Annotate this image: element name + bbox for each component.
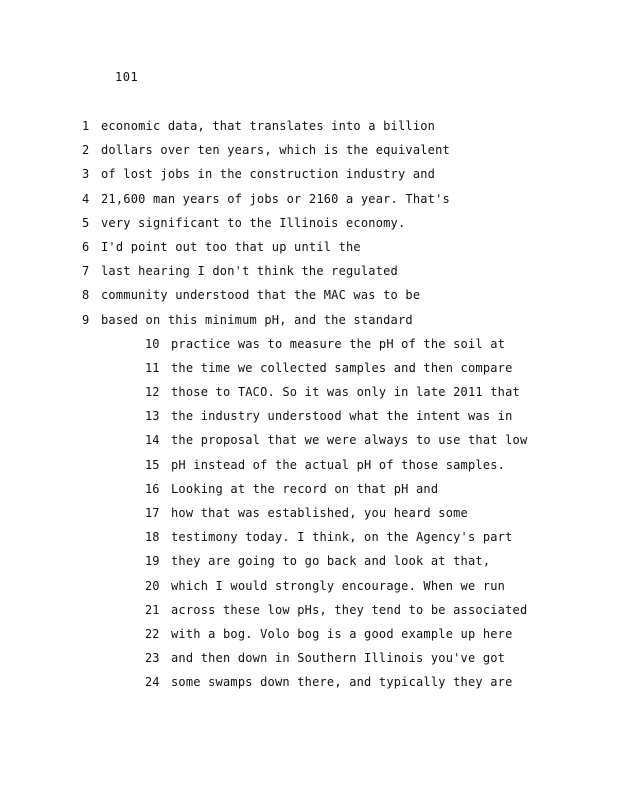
line-number: 5: [82, 215, 90, 230]
line-number: 24: [145, 675, 160, 690]
line-text: dollars over ten years, which is the equivalent: [101, 143, 450, 158]
line-text: of lost jobs in the construction industry and: [101, 167, 436, 182]
line-number: 10: [145, 336, 160, 351]
line-text: how that was established, you heard some: [171, 506, 468, 520]
line-text: they are going to go back and look at that,: [171, 554, 491, 569]
line-text: 21,600 man years of jobs or 2160 a year. That's: [101, 191, 450, 206]
transcript-line: [0, 141, 618, 165]
line-text: those to TACO. So it was only in late 2011 that: [171, 385, 520, 400]
line-number: 19: [145, 554, 160, 569]
line-text: last hearing I don't think the regulated: [101, 264, 398, 279]
line-text: and then down in Southern Illinois you've got: [171, 651, 506, 666]
line-text: community understood that the MAC was to be: [101, 288, 421, 303]
transcript-line: [0, 335, 618, 359]
transcript-line: [0, 649, 618, 673]
line-text: Looking at the record on that pH and: [171, 481, 439, 496]
line-text: testimony today. I think, on the Agency's part: [171, 530, 513, 545]
line-number: 9: [82, 312, 90, 327]
line-text: economic data, that translates into a billion: [101, 119, 436, 133]
transcript-line: [0, 383, 618, 407]
transcript-line: [0, 238, 618, 262]
line-number: 2: [82, 143, 90, 158]
line-number: 18: [145, 530, 160, 545]
transcript-line: [0, 601, 618, 625]
transcript-line: [0, 480, 618, 504]
transcript-line: [0, 528, 618, 552]
line-number: 21: [145, 602, 160, 617]
transcript-line: [0, 673, 618, 697]
page-number: 101: [115, 70, 139, 84]
line-number: 17: [145, 506, 160, 520]
line-text: the time we collected samples and then compare: [171, 360, 513, 375]
transcript-line: [0, 165, 618, 189]
line-text: which I would strongly encourage. When we run: [171, 578, 506, 593]
transcript-line: [0, 625, 618, 649]
line-number: 6: [82, 239, 90, 254]
line-number: 3: [82, 167, 90, 182]
line-text: pH instead of the actual pH of those samples.: [171, 457, 506, 472]
line-number: 12: [145, 385, 160, 400]
transcript-line: [0, 456, 618, 480]
line-number: 7: [82, 264, 90, 279]
transcript-line: [0, 117, 618, 141]
line-text: some swamps down there, and typically they are: [171, 675, 513, 690]
line-number: 1: [82, 119, 90, 133]
line-number: 16: [145, 481, 160, 496]
line-number: 14: [145, 433, 160, 448]
transcript-line: [0, 214, 618, 238]
line-text: with a bog. Volo bog is a good example up here: [171, 626, 513, 641]
transcript-body: [0, 117, 618, 698]
transcript-line: [0, 504, 618, 528]
line-number: 23: [145, 651, 160, 666]
line-text: the proposal that we were always to use that low: [171, 433, 528, 448]
transcript-line: [0, 577, 618, 601]
transcript-line: [0, 431, 618, 455]
line-text: practice was to measure the pH of the soil at: [171, 336, 506, 351]
line-number: 13: [145, 409, 160, 424]
transcript-line: [0, 286, 618, 310]
line-number: 8: [82, 288, 90, 303]
line-text: based on this minimum pH, and the standard: [101, 312, 413, 327]
line-number: 11: [145, 360, 160, 375]
transcript-line: [0, 190, 618, 214]
line-text: very significant to the Illinois economy.: [101, 215, 406, 230]
line-text: I'd point out too that up until the: [101, 239, 361, 254]
line-number: 15: [145, 457, 160, 472]
transcript-line: [0, 359, 618, 383]
transcript-line: [0, 262, 618, 286]
line-number: 22: [145, 626, 160, 641]
line-text: across these low pHs, they tend to be associated: [171, 602, 528, 617]
line-number: 4: [82, 191, 90, 206]
line-number: 20: [145, 578, 160, 593]
transcript-line: [0, 311, 618, 335]
transcript-line: [0, 407, 618, 431]
line-text: the industry understood what the intent was in: [171, 409, 513, 424]
transcript-line: [0, 552, 618, 576]
